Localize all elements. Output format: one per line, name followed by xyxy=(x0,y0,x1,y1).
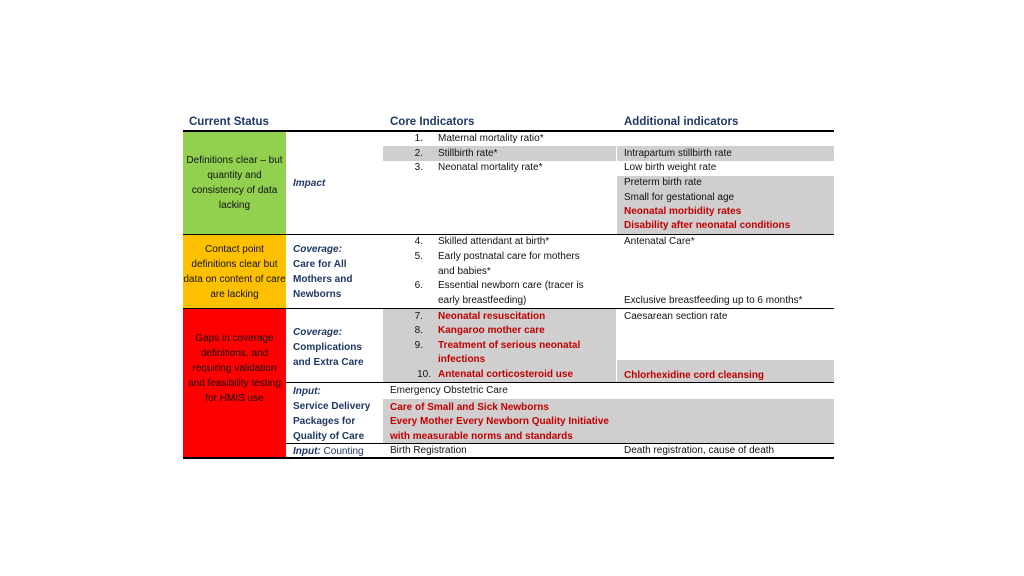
add-antenatal-care: Antenatal Care* xyxy=(624,236,695,247)
core-num-3: 3. xyxy=(414,162,423,173)
category-coverage-complications: Coverage: Complications and Extra Care xyxy=(293,327,364,368)
add-sga: Small for gestational age xyxy=(624,192,735,203)
core-emergency-obstetric: Emergency Obstetric Care xyxy=(390,385,508,396)
add-morbidity: Neonatal morbidity rates xyxy=(624,206,742,217)
core-birth-registration: Birth Registration xyxy=(390,445,467,456)
core-postnatal-care-a: Early postnatal care for mothers xyxy=(438,251,580,262)
core-small-sick-newborns: Care of Small and Sick Newborns xyxy=(390,402,549,413)
core-newborn-care-b: early breastfeeding) xyxy=(438,295,527,306)
category-impact: Impact xyxy=(293,178,326,189)
core-num-9: 9. xyxy=(414,340,423,351)
header-additional-indicators: Additional indicators xyxy=(624,116,739,128)
core-neonatal-mortality: Neonatal mortality rate* xyxy=(438,162,543,173)
core-newborn-care-a: Essential newborn care (tracer is xyxy=(438,280,584,291)
core-stillbirth: Stillbirth rate* xyxy=(438,148,498,159)
header-core-indicators: Core Indicators xyxy=(390,116,475,128)
add-chlorhexidine: Chlorhexidine cord cleansing xyxy=(624,370,765,381)
status-gaps-coverage: Gaps in coverage definitions, and requiring validation and feasibility testing for HMIS use xyxy=(183,309,286,457)
core-num-1: 1. xyxy=(414,133,423,144)
core-num-5: 5. xyxy=(414,251,423,262)
add-preterm: Preterm birth rate xyxy=(624,177,702,188)
core-emqi-a: Every Mother Every Newborn Quality Initiative xyxy=(390,416,609,427)
core-neonatal-resuscitation: Neonatal resuscitation xyxy=(438,311,546,322)
core-infections-b: infections xyxy=(438,354,486,365)
status-definitions-clear: Definitions clear – but quantity and consistency of data lacking xyxy=(183,131,286,235)
add-caesarean: Caesarean section rate xyxy=(624,311,728,322)
header-current-status: Current Status xyxy=(189,116,269,128)
core-num-10: 10. xyxy=(417,369,431,380)
add-death-registration: Death registration, cause of death xyxy=(624,445,775,456)
core-num-6: 6. xyxy=(414,280,423,291)
status-contact-point: Contact point definitions clear but data on content of care are lacking xyxy=(183,235,286,308)
category-coverage-all: Coverage: Care for All Mothers and Newborns xyxy=(293,244,353,300)
add-low-birth-weight: Low birth weight rate xyxy=(624,162,717,173)
core-maternal-mortality: Maternal mortality ratio* xyxy=(438,133,544,144)
core-num-2: 2. xyxy=(414,148,423,159)
category-input-service-delivery: Input: Service Delivery Packages for Quality of Care xyxy=(293,386,371,442)
add-exclusive-breastfeeding: Exclusive breastfeeding up to 6 months* xyxy=(624,295,803,306)
add-disability: Disability after neonatal conditions xyxy=(624,220,791,231)
core-kangaroo-care: Kangaroo mother care xyxy=(438,325,545,336)
add-intrapartum: Intrapartum stillbirth rate xyxy=(624,148,732,159)
core-emqi-b: with measurable norms and standards xyxy=(390,431,573,442)
core-antenatal-corticosteroid: Antenatal corticosteroid use xyxy=(438,369,574,380)
core-num-8: 8. xyxy=(414,325,423,336)
core-num-4: 4. xyxy=(414,236,423,247)
core-postnatal-care-b: and babies* xyxy=(438,266,491,277)
core-infections-a: Treatment of serious neonatal xyxy=(438,340,581,351)
category-input-counting: Input: Counting xyxy=(293,446,364,457)
core-skilled-attendant: Skilled attendant at birth* xyxy=(438,236,550,247)
core-num-7: 7. xyxy=(414,311,423,322)
